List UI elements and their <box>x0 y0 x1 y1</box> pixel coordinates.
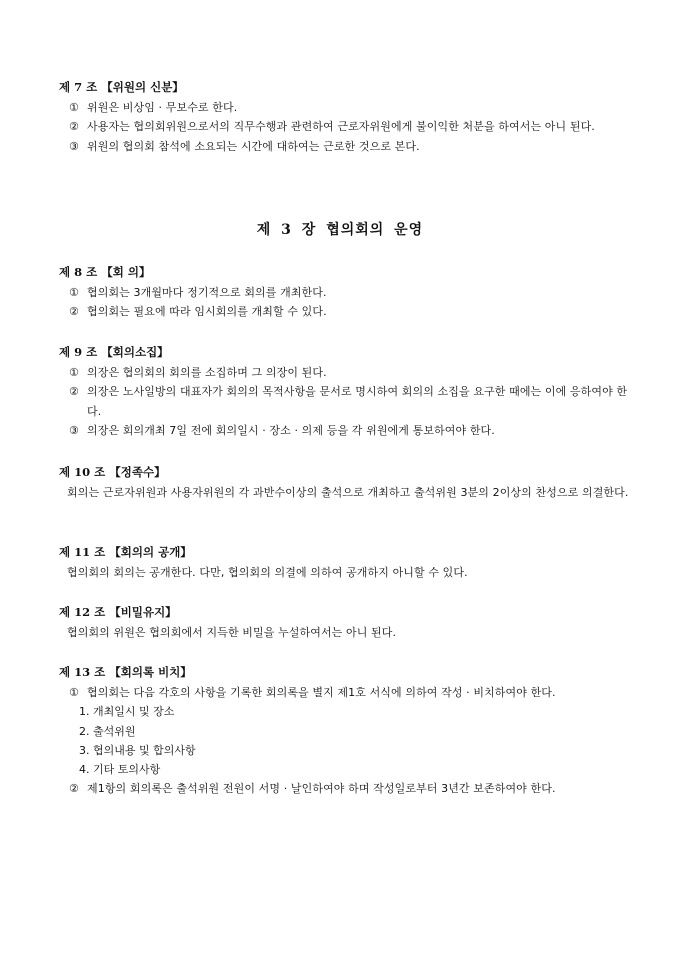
article-13-sub-3: 3. 협의내용 및 합의사항 <box>79 743 196 757</box>
article-13 <box>59 664 629 799</box>
article-11-title: 제 11 조 【회의의 공개】 <box>59 545 192 559</box>
article-11 <box>59 544 629 583</box>
article-7-item-2: ② 사용자는 협의회위원으로서의 직무수행과 관련하여 근로자위원에게 불이익한 처분을 하여서는 아니 된다. <box>69 120 595 134</box>
article-13-title: 제 13 조 【회의록 비치】 <box>59 665 192 679</box>
article-7 <box>59 79 629 156</box>
article-9 <box>59 344 629 440</box>
article-8-title: 제 8 조 【회 의】 <box>59 265 151 279</box>
article-12 <box>59 604 629 643</box>
article-12-title: 제 12 조 【비밀유지】 <box>59 605 177 619</box>
article-10 <box>59 464 629 503</box>
chapter-heading: 제 3 장 협의회의 운영 <box>256 222 424 238</box>
article-13-item-1: ① 협의회는 다음 각호의 사항을 기록한 회의록을 별지 제1호 서식에 의하여 작성 · 비치하여야 한다. <box>69 686 556 699</box>
article-9-item-2: ② 의장은 노사일방의 대표자가 회의의 목적사항을 문서로 명시하여 회의의 소집을 요구한 때에는 이에 응하여야 한다. <box>69 385 628 418</box>
article-10-text: 회의는 근로자위원과 사용자위원의 각 과반수이상의 출석으로 개최하고 출석위원 3분의 2이상의 찬성으로 의결한다. <box>67 486 629 499</box>
article-12-text: 협의회의 위원은 협의회에서 지득한 비밀을 누설하여서는 아니 된다. <box>67 626 397 639</box>
article-9-item-3: ③ 의장은 회의개최 7일 전에 회의일시 · 장소 · 의제 등을 각 위원에게 통보하여야 한다. <box>69 423 495 437</box>
article-9-item-1: ① 의장은 협의회의 회의를 소집하며 그 의장이 된다. <box>69 366 327 379</box>
article-7-title: 제 7 조 【위원의 신분】 <box>59 80 184 94</box>
article-13-item-2: ② 제1항의 회의록은 출석위원 전원이 서명 · 날인하여야 하며 작성일로부터 3년간 보존하여야 한다. <box>69 782 556 796</box>
article-8-item-2: ② 협의회는 필요에 따라 임시회의를 개최할 수 있다. <box>69 305 327 319</box>
article-13-sub-4: 4. 기타 토의사항 <box>79 763 161 777</box>
article-7-item-1: ① 위원은 비상임 · 무보수로 한다. <box>69 101 238 114</box>
article-10-title: 제 10 조 【정족수】 <box>59 465 166 479</box>
article-8 <box>59 264 629 322</box>
article-8-item-1: ① 협의회는 3개월마다 정기적으로 회의를 개최한다. <box>69 286 327 299</box>
article-11-text: 협의회의 회의는 공개한다. 다만, 협의회의 의결에 의하여 공개하지 아니할 수 있다. <box>67 566 468 579</box>
article-13-sub-1: 1. 개최일시 및 장소 <box>79 705 175 719</box>
article-13-sub-2: 2. 출석위원 <box>79 724 136 738</box>
article-7-item-3: ③ 위원의 협의회 참석에 소요되는 시간에 대하여는 근로한 것으로 본다. <box>69 139 420 153</box>
article-9-title: 제 9 조 【회의소집】 <box>59 345 169 359</box>
